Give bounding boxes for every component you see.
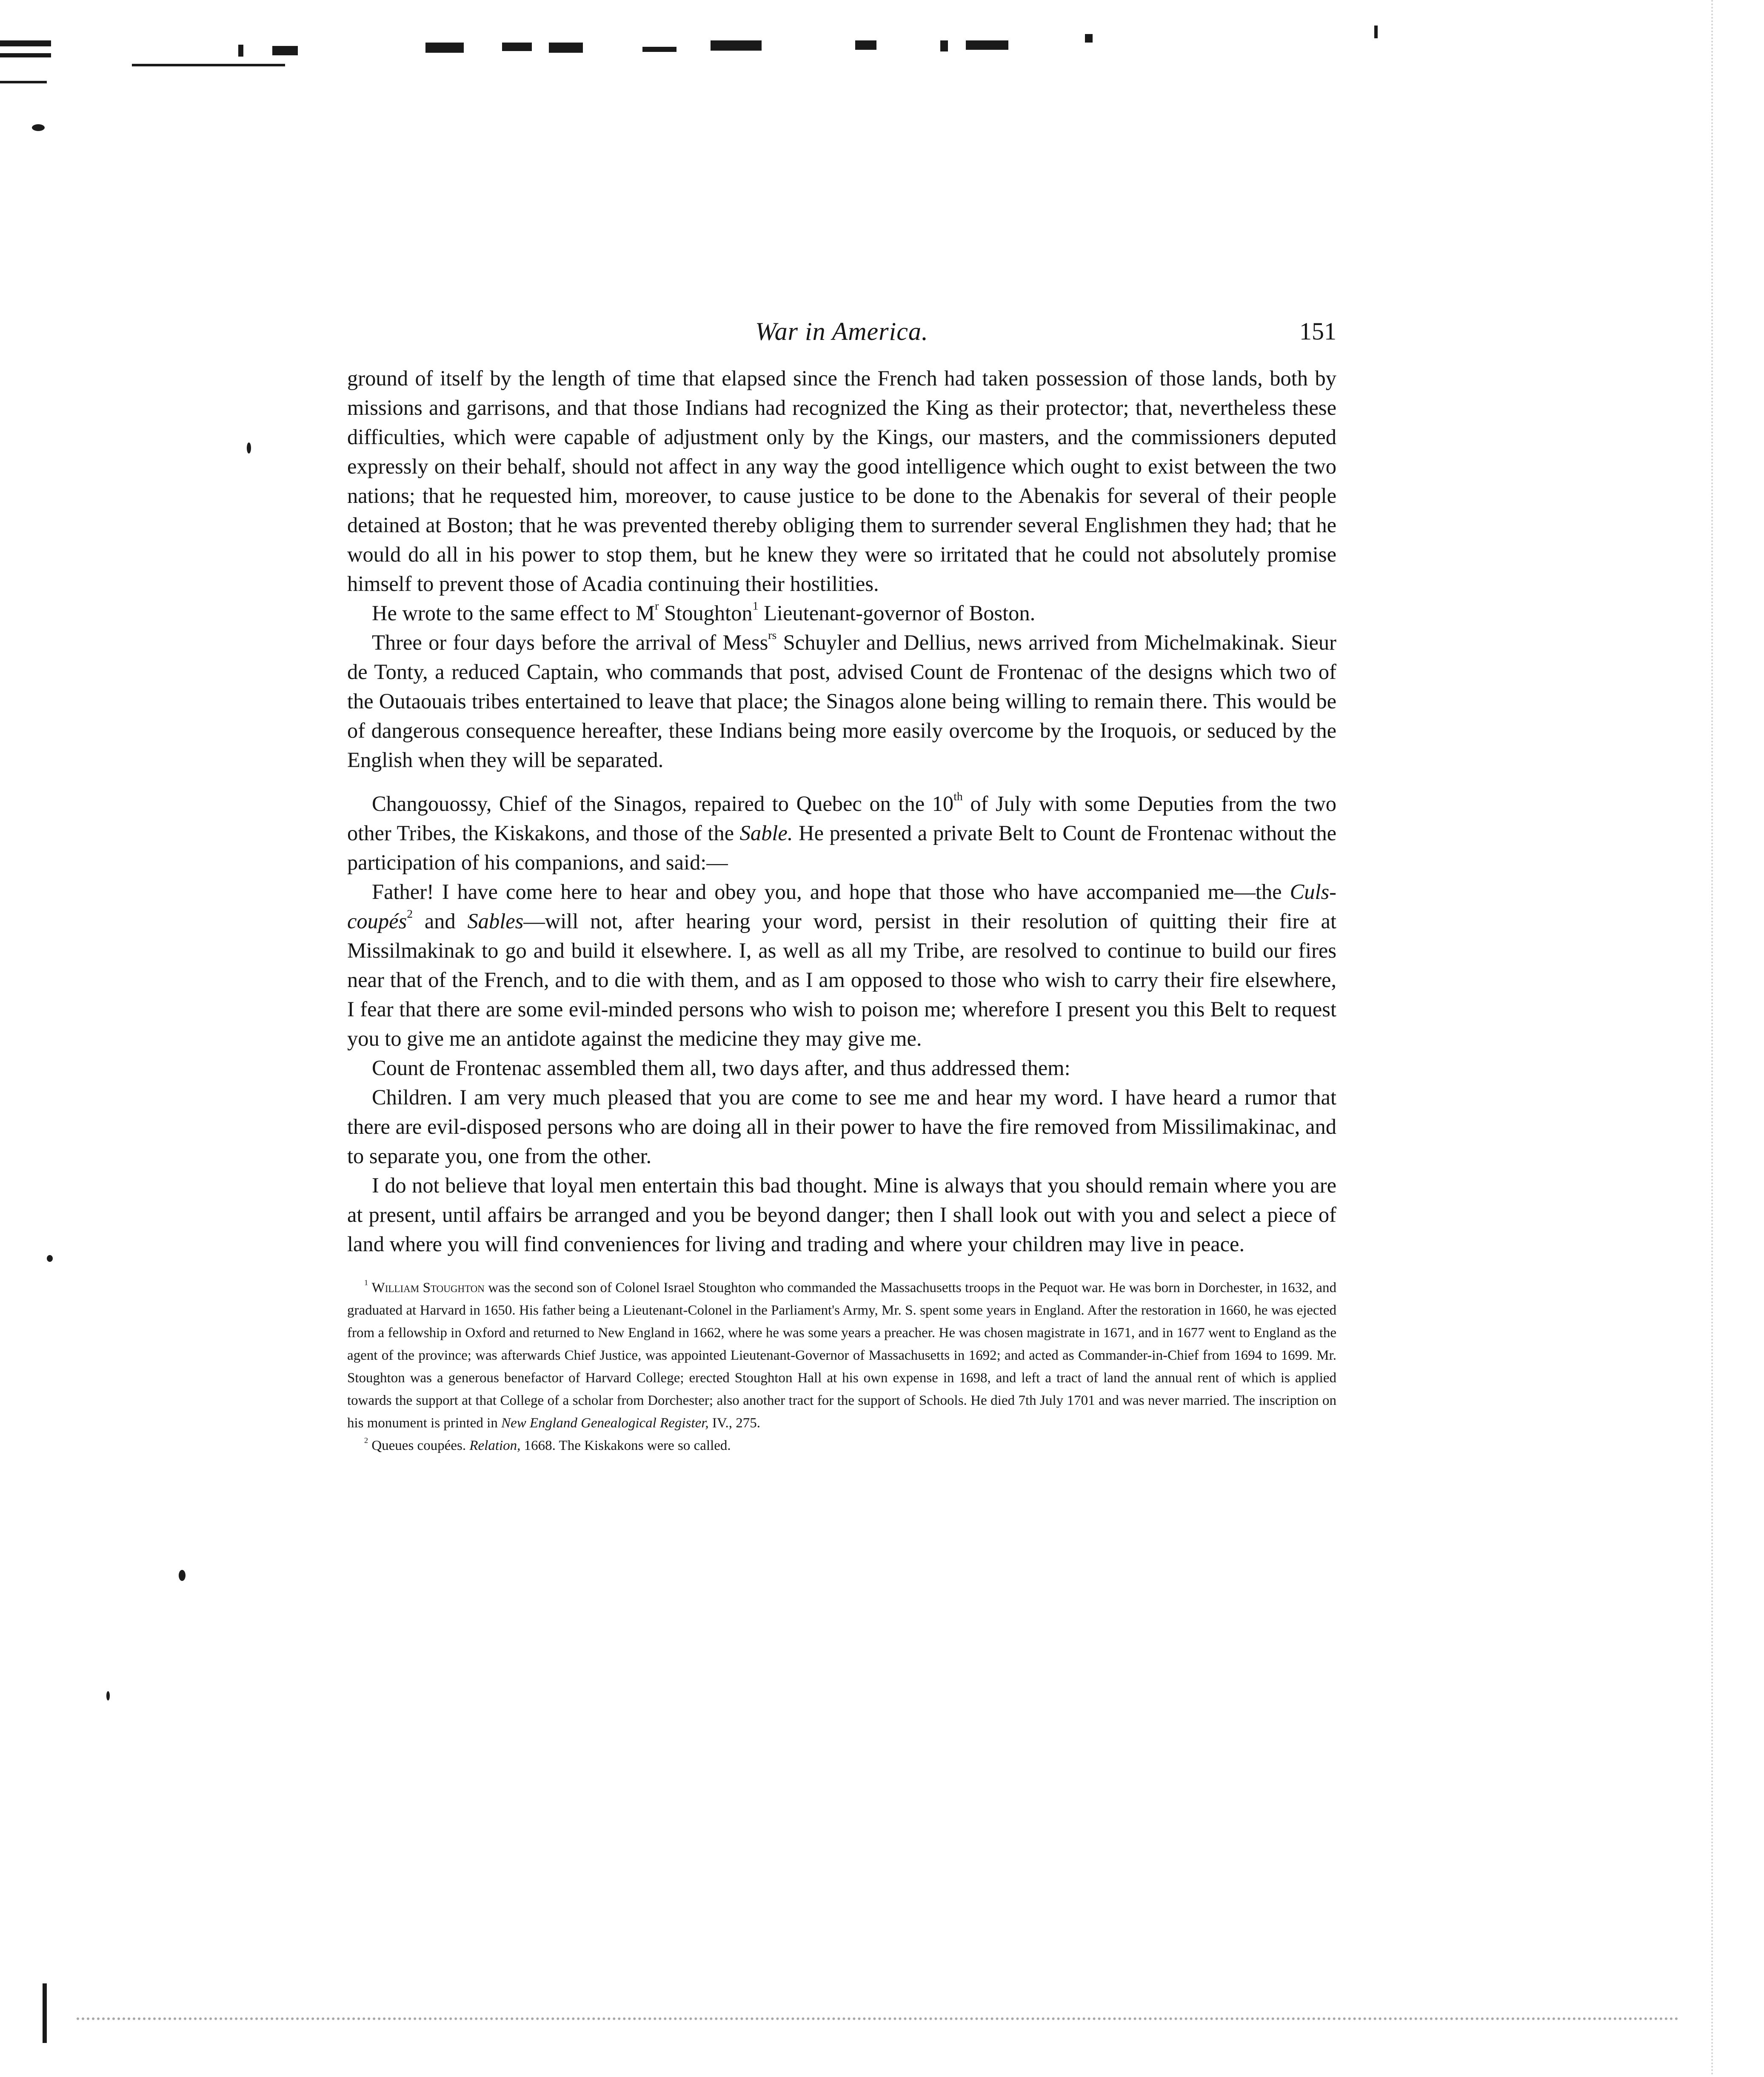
- text-run: He presented a private Belt to Count de Frontenac without the participation of his companions, and said:—: [347, 821, 1336, 874]
- italic-text: Sable.: [739, 821, 793, 845]
- text-run: Father! I have come here to hear and obey you, and hope that those who have accompanied me—the: [372, 880, 1290, 904]
- text-run: Three or four days before the arrival of Mess: [372, 631, 768, 654]
- scan-speck: [32, 124, 45, 131]
- paragraph-frontenac-assembled: Count de Frontenac assembled them all, two days after, and thus addressed them:: [372, 1056, 1070, 1080]
- superscript: rs: [768, 629, 777, 642]
- text-run: Schuyler and Dellius, news arrived from Michelmakinak. Sieur de Tonty, a reduced Captain, who commands that post, advised Count de Frontenac of the designs which two of the Outaouais tribes entertained to leave that place; the Sinagos alone being willing to remain there. This would be of dangerous consequence hereafter, these Indians being more easily overcome by the Iroquois, or seduced by the English when they will be separated.: [347, 631, 1336, 772]
- italic-text: Culs-coupés: [347, 880, 1336, 933]
- footnotes: [347, 1277, 1336, 1457]
- text-run: of July with some Deputies from the two other Tribes, the Kiskakons, and those of the: [347, 792, 1337, 845]
- paragraph-continued: ground of itself by the length of time that elapsed since the French had taken possession of those lands, both by missions and garrisons, and that those Indians had recognized the King as their protector; that, nevertheless these difficulties, which were capable of adjustment only by the Kings, our masters, and the commissioners deputed expressly on their behalf, should not affect in any way the good intelligence which ought to exist between the two nations; that he requested him, moreover, to cause justice to be done to the Abenakis for several of their people detained at Boston; that he was prevented thereby obliging them to surrender several Englishmen they had; that he would do all in his power to stop them, but he knew they were so irritated that he could not absolutely promise himself to prevent those of Acadia continuing their hostilities.: [347, 366, 1336, 596]
- paragraph-stoughton: [347, 599, 1336, 628]
- superscript: th: [953, 790, 963, 804]
- text-run: —will not, after hearing your word, persist in their resolution of quitting their fire at Missilmakinak to go and build it elsewhere. I, as well as all my Tribe, are resolved to continue to build our fires near that of the French, and to die with them, and as I am opposed to those who wish to carry their fire elsewhere, I fear that there are some evil-minded persons who wish to poison me; wherefore I present you this Belt to request you to give me an antidote against the medicine they may give me.: [347, 909, 1337, 1050]
- text-run: Queues coupées.: [368, 1438, 470, 1453]
- book-page: [347, 317, 1336, 1457]
- superscript: r: [655, 599, 659, 613]
- scan-edge-top: [0, 0, 1764, 102]
- paragraph-changouossy: [347, 789, 1336, 877]
- footnote-2: [347, 1435, 1336, 1457]
- footnote-name: William Stoughton: [371, 1280, 485, 1295]
- italic-text: New England Genealogical Register,: [501, 1415, 709, 1431]
- text-run: and: [413, 909, 468, 933]
- text-run: was the second son of Colonel Israel Stoughton who commanded the Massachusetts troops in the Pequot war. He was born in Dorchester, in 1632, and graduated at Harvard in 1650. His father being a Lieutenant-Colonel in the Parliament's Army, Mr. S. spent some years in England. After the restoration in 1660, he was ejected from a fellowship in Oxford and returned to New England in 1662, where he was some years a preacher. He was chosen magistrate in 1671, and in 1677 went to England as the agent of the province; was afterwards Chief Justice, was appointed Lieutenant-Governor of Massachusetts in 1692; and acted as Commander-in-Chief from 1694 to 1699. Mr. Stoughton was a generous benefactor of Harvard College; erected Stoughton Hall at his own expense in 1698, and left a tract of land the annual rent of which is applied towards the support at that College of a scholar from Dorchester; also another tract for the support of Schools. He died 7th July 1701 and was never married. The inscription on his monument is printed in: [347, 1280, 1336, 1431]
- running-title: War in America.: [755, 317, 928, 345]
- running-head: [347, 317, 1336, 351]
- body-text: [347, 364, 1336, 1259]
- scan-edge-right: [1711, 0, 1764, 2077]
- page-number: 151: [1299, 317, 1336, 345]
- text-run: 1668. The Kiskakons were so called.: [520, 1438, 731, 1453]
- paragraph-children-speech: Children. I am very much pleased that you are come to see me and hear my word. I have heard a rumor that there are evil-disposed persons who are doing all in their power to have the fire removed from Missilimakinac, and to separate you, one from the other.: [347, 1085, 1336, 1168]
- text-run: He wrote to the same effect to M: [372, 601, 655, 625]
- footnote-ref-1: 1: [752, 599, 759, 613]
- footnote-marker: 2: [364, 1436, 368, 1445]
- italic-text: Relation,: [469, 1438, 521, 1453]
- text-run: IV., 275.: [708, 1415, 760, 1431]
- scan-speck: [47, 1255, 53, 1262]
- scan-speck: [247, 442, 251, 454]
- footnote-ref-2: 2: [407, 907, 413, 921]
- scan-speck: [179, 1570, 186, 1581]
- paragraph-father-speech: [347, 877, 1336, 1053]
- scan-speck: [106, 1691, 110, 1700]
- footnote-1: [347, 1277, 1336, 1435]
- italic-text: Sables: [467, 909, 524, 933]
- footnote-marker: 1: [364, 1278, 368, 1287]
- text-run: Changouossy, Chief of the Sinagos, repaired to Quebec on the 10: [372, 792, 954, 816]
- paragraph-loyal-men: I do not believe that loyal men entertain this bad thought. Mine is always that you should remain where you are at present, until affairs be arranged and you be beyond danger; then I shall look out with you and select a piece of land where you will find conveniences for living and trading and where your children may live in peace.: [347, 1173, 1336, 1256]
- scan-edge-bottom: [0, 1966, 1764, 2077]
- paragraph-michelmakinak: [347, 628, 1336, 775]
- text-run: Stoughton: [659, 601, 753, 625]
- text-run: Lieutenant-governor of Boston.: [758, 601, 1036, 625]
